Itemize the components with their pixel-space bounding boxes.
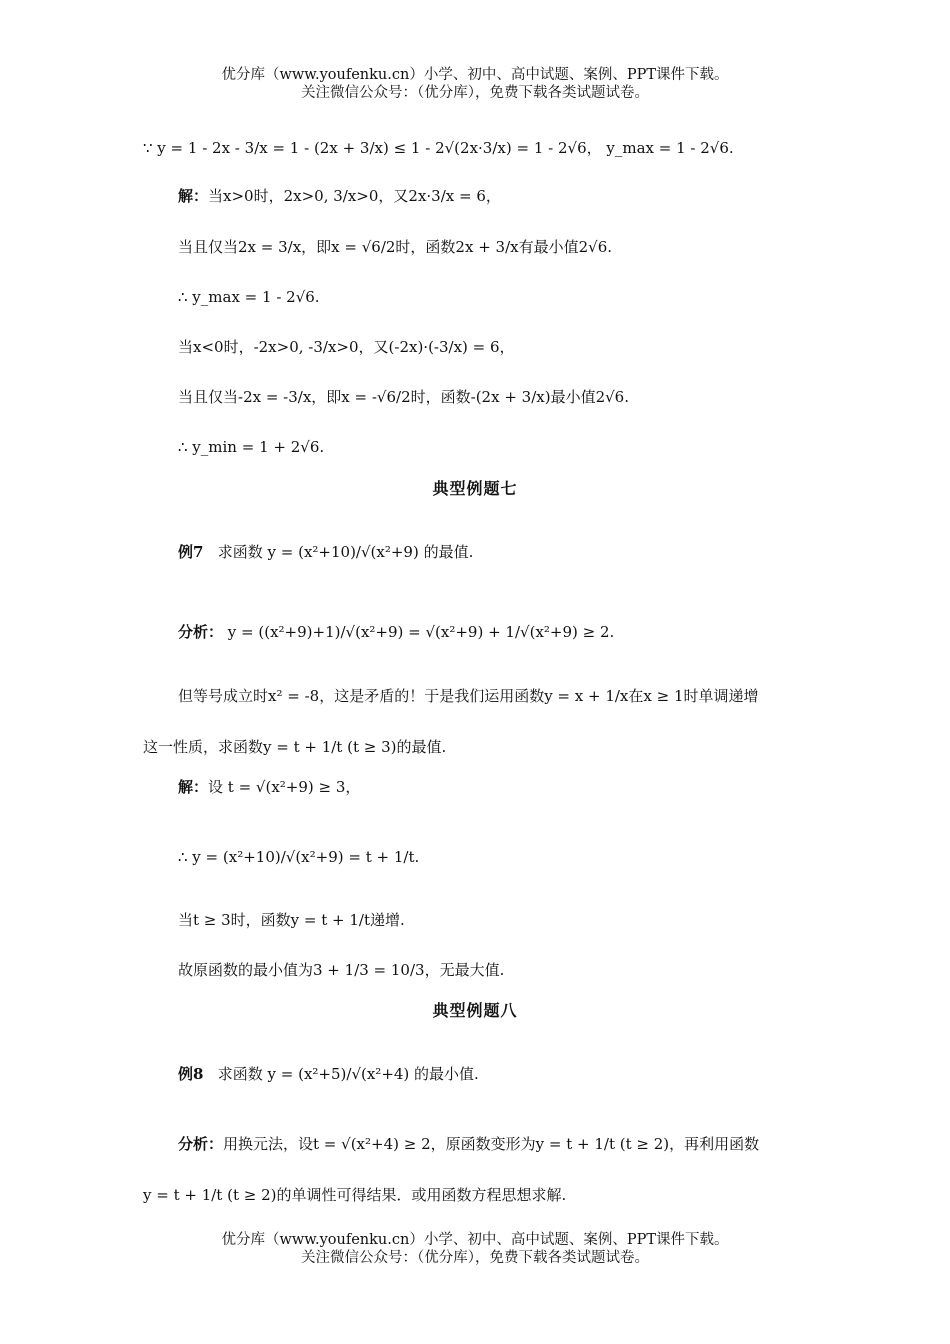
example-7-label: 例7: [178, 543, 204, 561]
because-line: [143, 136, 734, 160]
solution-7-label: 解：: [178, 778, 209, 796]
analysis-7-formula: y = ((x²+9)+1)/√(x²+9) = √(x²+9) + 1/√(x²+9) ≥ 2.: [227, 623, 615, 641]
solution-line-2: [178, 235, 612, 259]
therefore-max-line: [178, 285, 320, 309]
negative-case-line-1-text: 当x<0时，-2x>0, -3/x>0，又(-2x)·(-3/x) = 6，: [178, 338, 515, 356]
analysis-8-line-2: [143, 1183, 566, 1207]
header-line-1: 优分库（www.youfenku.cn）小学、初中、高中试题、案例、PPT课件下载。: [221, 67, 729, 83]
section-7-title: 典型例题七: [432, 479, 518, 498]
paragraph-7-line-1-text: 但等号成立时x² = -8，这是矛盾的！于是我们运用函数y = x + 1/x在x ≥ 1时单调递增: [178, 687, 759, 705]
analysis-7-label: 分析：: [178, 623, 224, 641]
example-7: [178, 540, 473, 564]
analysis-7: [178, 620, 614, 644]
header-line-2: 关注微信公众号：（优分库），免费下载各类试题试卷。: [301, 85, 649, 101]
negative-case-line-1: [178, 335, 515, 359]
negative-case-line-2-text: 当且仅当-2x = -3/x，即x = -√6/2时，函数-(2x + 3/x)最小值2√6.: [178, 388, 629, 406]
section-8-title: 典型例题八: [432, 1001, 518, 1020]
paragraph-7-line-2-text: 这一性质，求函数y = t + 1/t (t ≥ 3)的最值.: [143, 738, 447, 756]
solution-line-2-text: 当且仅当2x = 3/x，即x = √6/2时，函数2x + 3/x有最小值2√6.: [178, 238, 613, 256]
solution-7-set: [178, 775, 360, 799]
paragraph-7-line-2: [143, 735, 446, 759]
solution-7-therefore: [178, 845, 419, 869]
analysis-8-line-2-text: y = t + 1/t (t ≥ 2)的单调性可得结果．或用函数方程思想求解.: [143, 1186, 567, 1204]
therefore-min-text: ∴ y_min = 1 + 2√6.: [178, 438, 325, 456]
solution-label: 解：: [178, 187, 209, 205]
footer-line-2: 关注微信公众号：（优分库），免费下载各类试题试卷。: [301, 1250, 649, 1266]
example-8-label: 例8: [178, 1065, 204, 1083]
solution-7-when: [178, 908, 405, 932]
solution-7-set-text: 设 t = √(x²+9) ≥ 3，: [208, 778, 361, 796]
example-8: [178, 1062, 479, 1086]
page-header: [0, 66, 950, 102]
analysis-8-label: 分析：: [178, 1135, 224, 1153]
therefore-max-text: ∴ y_max = 1 - 2√6.: [178, 288, 320, 306]
solution-7-when-text: 当t ≥ 3时，函数y = t + 1/t递增.: [178, 911, 405, 929]
solution-7-therefore-text: ∴ y = (x²+10)/√(x²+9) = t + 1/t.: [178, 848, 420, 866]
paragraph-7-line-1: [178, 684, 759, 708]
analysis-8-line-1-text: 用换元法，设t = √(x²+4) ≥ 2，原函数变形为y = t + 1/t (t ≥ 2)，再利用函数: [223, 1135, 760, 1153]
because-formula: ∵ y = 1 - 2x - 3/x = 1 - (2x + 3/x) ≤ 1 - 2√(2x·3/x) = 1 - 2√6， y_max = 1 - 2√6.: [143, 139, 734, 157]
negative-case-line-2: [178, 385, 629, 409]
solution-7-conclusion: [178, 958, 504, 982]
example-7-text: 求函数 y = (x²+10)/√(x²+9) 的最值.: [217, 543, 474, 561]
example-8-text: 求函数 y = (x²+5)/√(x²+4) 的最小值.: [217, 1065, 479, 1083]
page-footer: [0, 1231, 950, 1267]
solution-line-1-text: 当x>0时，2x>0, 3/x>0，又2x·3/x = 6，: [208, 187, 501, 205]
solution-7-conclusion-text: 故原函数的最小值为3 + 1/3 = 10/3，无最大值.: [178, 961, 505, 979]
solution-line-1: [178, 184, 501, 208]
therefore-min-line: [178, 435, 324, 459]
footer-line-1: 优分库（www.youfenku.cn）小学、初中、高中试题、案例、PPT课件下载。: [221, 1232, 729, 1248]
analysis-8-line-1: [178, 1132, 759, 1156]
